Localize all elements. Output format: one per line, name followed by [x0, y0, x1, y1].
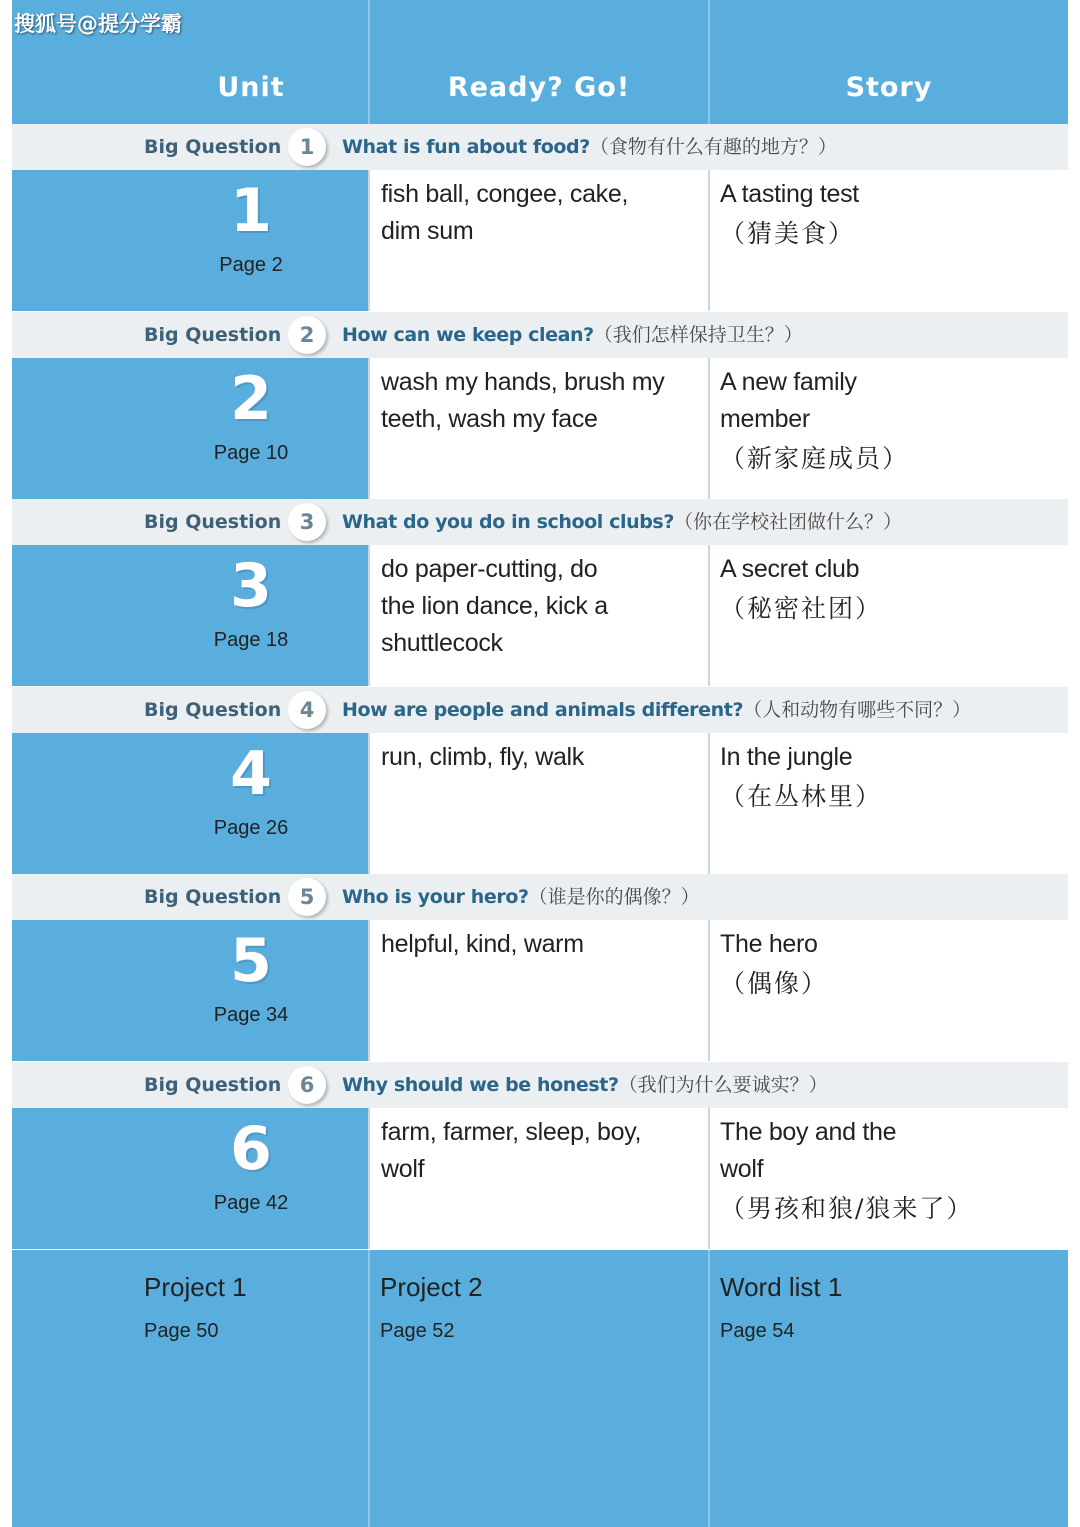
words-cell	[381, 176, 701, 250]
unit-number: 1	[230, 176, 272, 246]
story-chinese: （秘密社团）	[720, 594, 883, 623]
unit-page: Page 26	[213, 817, 289, 839]
footer-page-project-1: Page 50	[144, 1320, 219, 1342]
story-title-line: The boy and the	[720, 1118, 897, 1146]
question-text	[342, 499, 902, 545]
story-chinese: （猜美食）	[720, 219, 856, 248]
question-number-badge: 5	[288, 878, 326, 916]
unit-number: 3	[230, 551, 272, 621]
story-chinese: （在丛林里）	[720, 782, 883, 811]
column-divider	[368, 170, 370, 311]
question-chinese: （我们为什么要诚实？）	[618, 1074, 828, 1096]
word-line: teeth, wash my face	[381, 405, 598, 433]
question-number-badge: 1	[288, 128, 326, 166]
column-divider	[708, 920, 710, 1061]
story-cell	[720, 364, 1060, 477]
header-divider	[708, 0, 710, 125]
unit-cell	[12, 920, 368, 1061]
big-question-bar	[12, 312, 1068, 358]
footer-page-project-2: Page 52	[380, 1320, 455, 1342]
footer-title-word-list: Word list 1	[720, 1272, 843, 1302]
story-chinese: （偶像）	[720, 969, 829, 998]
unit-cell	[12, 170, 368, 311]
unit-page: Page 34	[213, 1004, 289, 1026]
words-cell	[381, 551, 701, 662]
big-question-bar	[12, 687, 1068, 733]
footer-row	[12, 1250, 1068, 1527]
word-line: helpful, kind, warm	[381, 930, 584, 958]
question-number-badge: 4	[288, 691, 326, 729]
footer-title-project-2: Project 2	[380, 1272, 483, 1302]
unit-number: 5	[230, 926, 272, 996]
footer-title-project-1: Project 1	[144, 1272, 247, 1302]
word-line: wolf	[381, 1155, 425, 1183]
question-text	[342, 874, 700, 920]
column-divider	[368, 733, 370, 874]
story-chinese: （男孩和狼/狼来了）	[720, 1194, 974, 1223]
column-divider	[708, 733, 710, 874]
word-line: shuttlecock	[381, 629, 503, 657]
big-question-label: Big Question	[144, 324, 282, 346]
unit-number: 4	[230, 739, 272, 809]
word-line: run, climb, fly, walk	[381, 743, 585, 771]
big-question-bar	[12, 874, 1068, 920]
question-text	[342, 1062, 828, 1108]
question-english: Who is your hero?	[342, 886, 529, 908]
big-question-label: Big Question	[144, 511, 282, 533]
big-question-bar	[12, 1062, 1068, 1108]
big-question-label: Big Question	[144, 886, 282, 908]
header-ready-go: Ready? Go!	[447, 72, 631, 103]
word-line: the lion dance, kick a	[381, 592, 608, 620]
footer-page-word-list: Page 54	[720, 1320, 795, 1342]
footer-divider	[708, 1250, 710, 1527]
word-line: dim sum	[381, 217, 474, 245]
column-divider	[708, 170, 710, 311]
story-title-line: The hero	[720, 930, 818, 958]
story-chinese: （新家庭成员）	[720, 444, 910, 473]
header-story: Story	[845, 72, 933, 103]
question-chinese: （我们怎样保持卫生？）	[593, 324, 803, 346]
column-divider	[708, 545, 710, 686]
big-question-label: Big Question	[144, 136, 282, 158]
big-question-bar	[12, 124, 1068, 170]
footer-divider	[368, 1250, 370, 1527]
question-english: How can we keep clean?	[342, 324, 594, 346]
unit-cell	[12, 1108, 368, 1249]
unit-cell	[12, 545, 368, 686]
unit-number: 6	[230, 1114, 272, 1184]
unit-cell	[12, 733, 368, 874]
question-chinese: （人和动物有哪些不同？）	[743, 699, 972, 721]
word-line: farm, farmer, sleep, boy,	[381, 1118, 642, 1146]
header-unit: Unit	[217, 72, 285, 103]
story-title-line: A secret club	[720, 555, 860, 583]
story-cell	[720, 1114, 1060, 1227]
question-number-badge: 6	[288, 1066, 326, 1104]
column-divider	[368, 920, 370, 1061]
column-divider	[368, 358, 370, 499]
words-cell	[381, 926, 701, 963]
word-line: fish ball, congee, cake,	[381, 180, 629, 208]
story-title-line: member	[720, 405, 810, 433]
words-cell	[381, 1114, 701, 1188]
column-divider	[368, 1108, 370, 1249]
unit-cell	[12, 358, 368, 499]
question-english: What is fun about food?	[342, 136, 590, 158]
story-cell	[720, 926, 1060, 1002]
question-text	[342, 687, 971, 733]
big-question-bar	[12, 499, 1068, 545]
question-english: How are people and animals different?	[342, 699, 744, 721]
unit-page: Page 10	[213, 442, 289, 464]
story-title-line: A tasting test	[720, 180, 859, 208]
big-question-label: Big Question	[144, 1074, 282, 1096]
word-line: wash my hands, brush my	[381, 368, 665, 396]
column-divider	[708, 358, 710, 499]
question-chinese: （食物有什么有趣的地方？）	[589, 136, 837, 158]
big-question-label: Big Question	[144, 699, 282, 721]
table-of-contents	[12, 0, 1068, 1527]
unit-page: Page 42	[213, 1192, 289, 1214]
story-cell	[720, 176, 1060, 252]
header-divider	[368, 0, 370, 125]
story-title-line: wolf	[720, 1155, 764, 1183]
watermark: 搜狐号@提分学霸	[14, 12, 182, 36]
story-cell	[720, 739, 1060, 815]
words-cell	[381, 739, 701, 776]
question-text	[342, 124, 837, 170]
question-number-badge: 2	[288, 316, 326, 354]
question-english: What do you do in school clubs?	[342, 511, 674, 533]
words-cell	[381, 364, 701, 438]
unit-page: Page 18	[213, 629, 289, 651]
question-chinese: （你在学校社团做什么？）	[673, 511, 902, 533]
unit-page: Page 2	[219, 254, 283, 276]
question-number-badge: 3	[288, 503, 326, 541]
question-english: Why should we be honest?	[342, 1074, 619, 1096]
unit-number: 2	[230, 364, 272, 434]
question-chinese: （谁是你的偶像？）	[528, 886, 700, 908]
column-divider	[368, 545, 370, 686]
story-title-line: A new family	[720, 368, 857, 396]
story-title-line: In the jungle	[720, 743, 853, 771]
question-text	[342, 312, 803, 358]
column-divider	[708, 1108, 710, 1249]
story-cell	[720, 551, 1060, 627]
word-line: do paper-cutting, do	[381, 555, 598, 583]
